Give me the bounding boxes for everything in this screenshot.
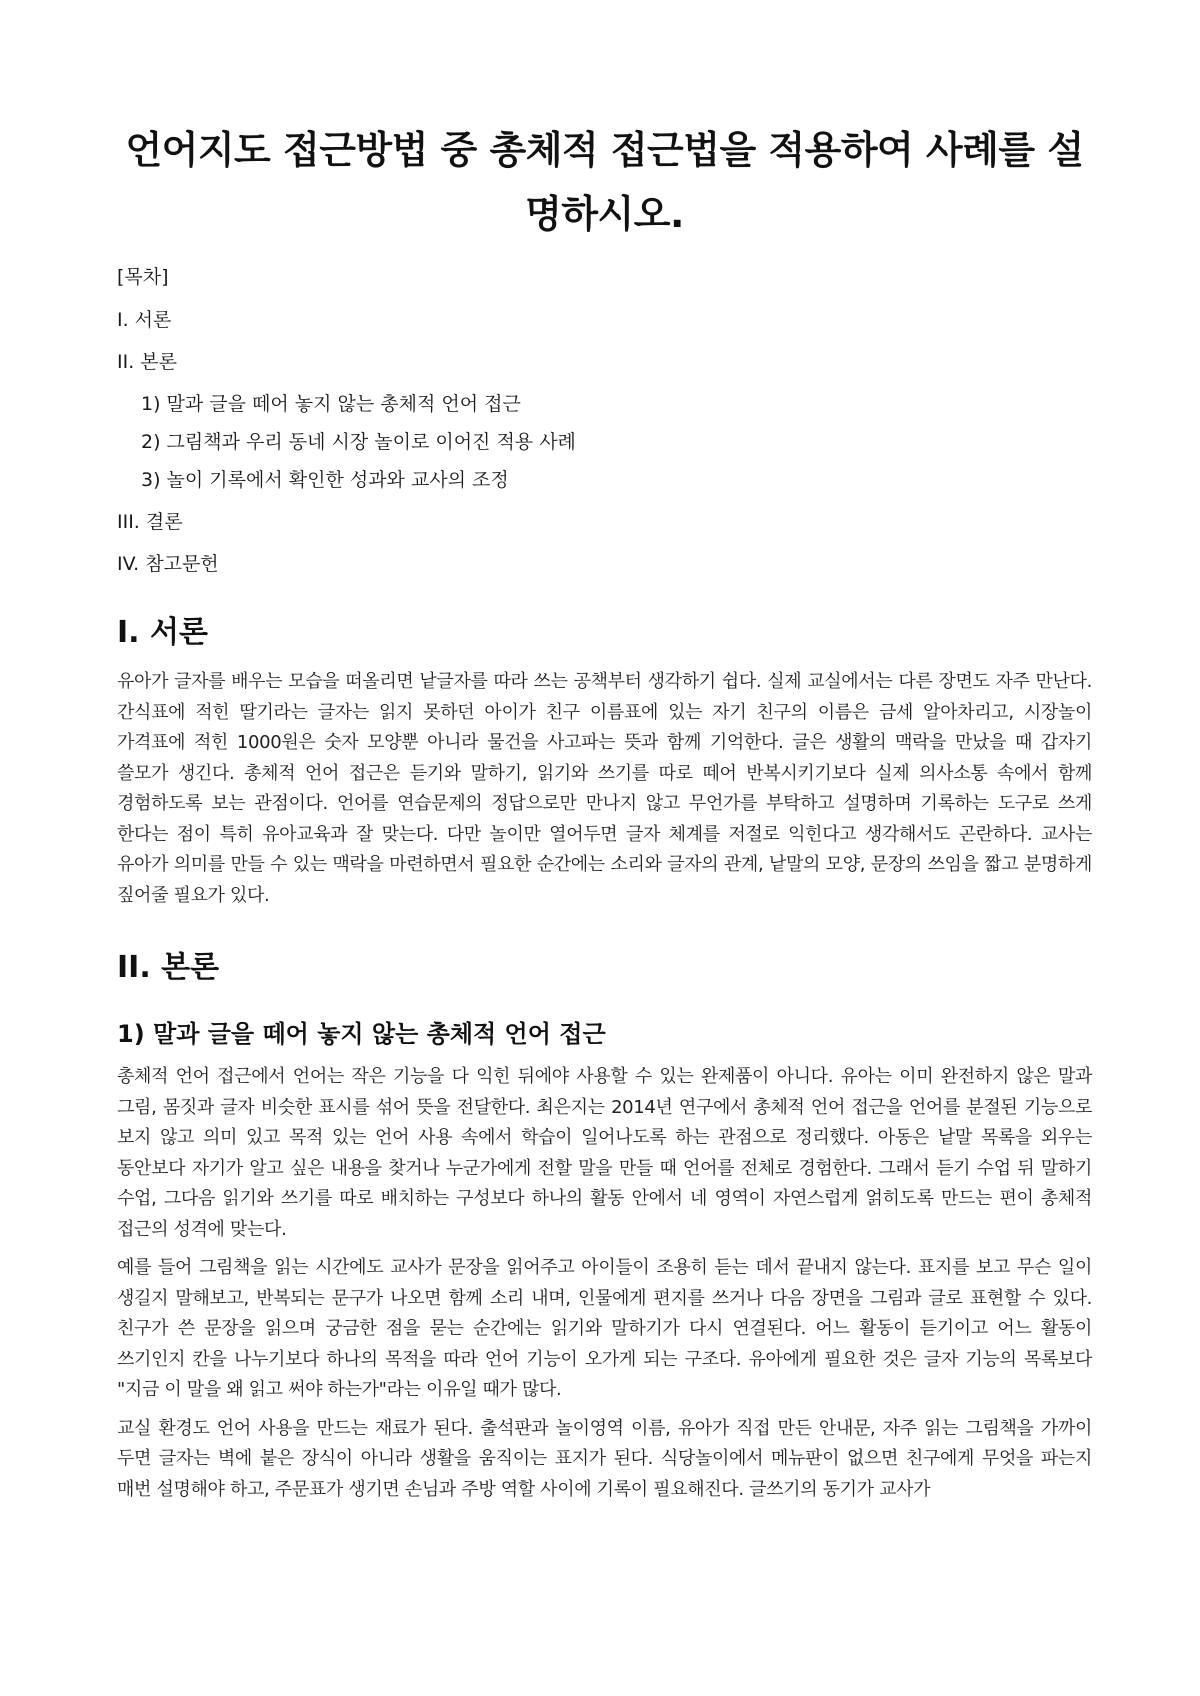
table-of-contents xyxy=(117,266,1092,576)
toc-item-intro: I. 서론 xyxy=(117,309,172,331)
intro-paragraph: 유아가 글자를 배우는 모습을 떠올리면 낱글자를 따라 쓰는 공책부터 생각하기 쉽다. 실제 교실에서는 다른 장면도 자주 만난다. 간식표에 적힌 딸기라는 글자는 읽지 못하던 아이가 친구 이름표에 있는 자기 친구의 이름은 금세 알아차리고, 시장놀이 가격표에 적힌 1000원은 숫자 모양뿐 아니라 물건을 사고파는 뜻과 함께 기억한다. 글은 생활의 맥락을 만났을 때 갑자기 쓸모가 생긴다. 총체적 언어 접근은 듣기와 말하기, 읽기와 쓰기를 따로 떼어 반복시키기보다 실제 의사소통 속에서 함께 경험하도록 보는 관점이다. 언어를 연습문제의 정답으로만 만나지 않고 무언가를 부탁하고 설명하며 기록하는 도구로 쓰게 한다는 점이 특히 유아교육과 잘 맞는다. 다만 놀이만 열어두면 글자 체계를 저절로 익힌다고 생각해서도 곤란하다. 교사는 유아가 의미를 만들 수 있는 맥락을 마련하면서 필요한 순간에는 소리와 글자의 관계, 낱말의 모양, 문장의 쓰임을 짧고 분명하게 짚어줄 필요가 있다. xyxy=(117,671,1092,906)
document-title: 언어지도 접근방법 중 총체적 접근법을 적용하여 사례를 설명하시오. xyxy=(125,128,1084,236)
body-paragraph-2: 예를 들어 그림책을 읽는 시간에도 교사가 문장을 읽어주고 아이들이 조용히 듣는 데서 끝내지 않는다. 표지를 보고 무슨 일이 생길지 말해보고, 반복되는 문구가 나오면 함께 소리 내며, 인물에게 편지를 쓰거나 다음 장면을 그림과 글로 표현할 수 있다. 친구가 쓴 문장을 읽으며 궁금한 점을 묻는 순간에는 읽기와 말하기가 다시 연결된다. 어느 활동이 듣기이고 어느 활동이 쓰기인지 칸을 나누기보다 하나의 목적을 따라 언어 기능이 오가게 되는 구조다. 유아에게 필요한 것은 글자 기능의 목록보다 "지금 이 말을 왜 읽고 써야 하는가"라는 이유일 때가 많다. xyxy=(117,1257,1092,1400)
toc-label: [목차] xyxy=(117,266,169,288)
toc-item-body-1: 1) 말과 글을 떼어 놓지 않는 총체적 언어 접근 xyxy=(141,393,521,415)
document-page xyxy=(117,118,1092,1513)
body-paragraph-3: 교실 환경도 언어 사용을 만드는 재료가 된다. 출석판과 놀이영역 이름, 유아가 직접 만든 안내문, 자주 읽는 그림책을 가까이 두면 글자는 벽에 붙은 장식이 아니라 생활을 움직이는 표지가 된다. 식당놀이에서 메뉴판이 없으면 친구에게 무엇을 파는지 매번 설명해야 하고, 주문표가 생기면 손님과 주방 역할 사이에 기록이 필요해진다. 글쓰기의 동기가 교사가 xyxy=(117,1417,1092,1500)
toc-item-body: II. 본론 xyxy=(117,351,177,373)
toc-item-body-3: 3) 놀이 기록에서 확인한 성과와 교사의 조정 xyxy=(141,469,509,491)
toc-item-body-2: 2) 그림책과 우리 동네 시장 놀이로 이어진 적용 사례 xyxy=(141,431,576,453)
toc-item-conclusion: III. 결론 xyxy=(117,511,183,533)
subsection-heading-1: 1) 말과 글을 떼어 놓지 않는 총체적 언어 접근 xyxy=(117,1020,606,1048)
section-heading-body: II. 본론 xyxy=(117,950,220,985)
section-heading-intro: I. 서론 xyxy=(117,615,208,650)
body-paragraph-1: 총체적 언어 접근에서 언어는 작은 기능을 다 익힌 뒤에야 사용할 수 있는 완제품이 아니다. 유아는 이미 완전하지 않은 말과 그림, 몸짓과 글자 비슷한 표시를 섞어 뜻을 전달한다. 최은지는 2014년 연구에서 총체적 언어 접근을 언어를 분절된 기능으로 보지 않고 의미 있고 목적 있는 언어 사용 속에서 학습이 일어나도록 하는 관점으로 정리했다. 아동은 낱말 목록을 외우는 동안보다 자기가 알고 싶은 내용을 찾거나 누군가에게 전할 말을 만들 때 언어를 전체로 경험한다. 그래서 듣기 수업 뒤 말하기 수업, 그다음 읽기와 쓰기를 따로 배치하는 구성보다 하나의 활동 안에서 네 영역이 자연스럽게 얽히도록 만드는 편이 총체적 접근의 성격에 맞는다. xyxy=(117,1066,1092,1240)
toc-item-references: IV. 참고문헌 xyxy=(117,553,219,575)
